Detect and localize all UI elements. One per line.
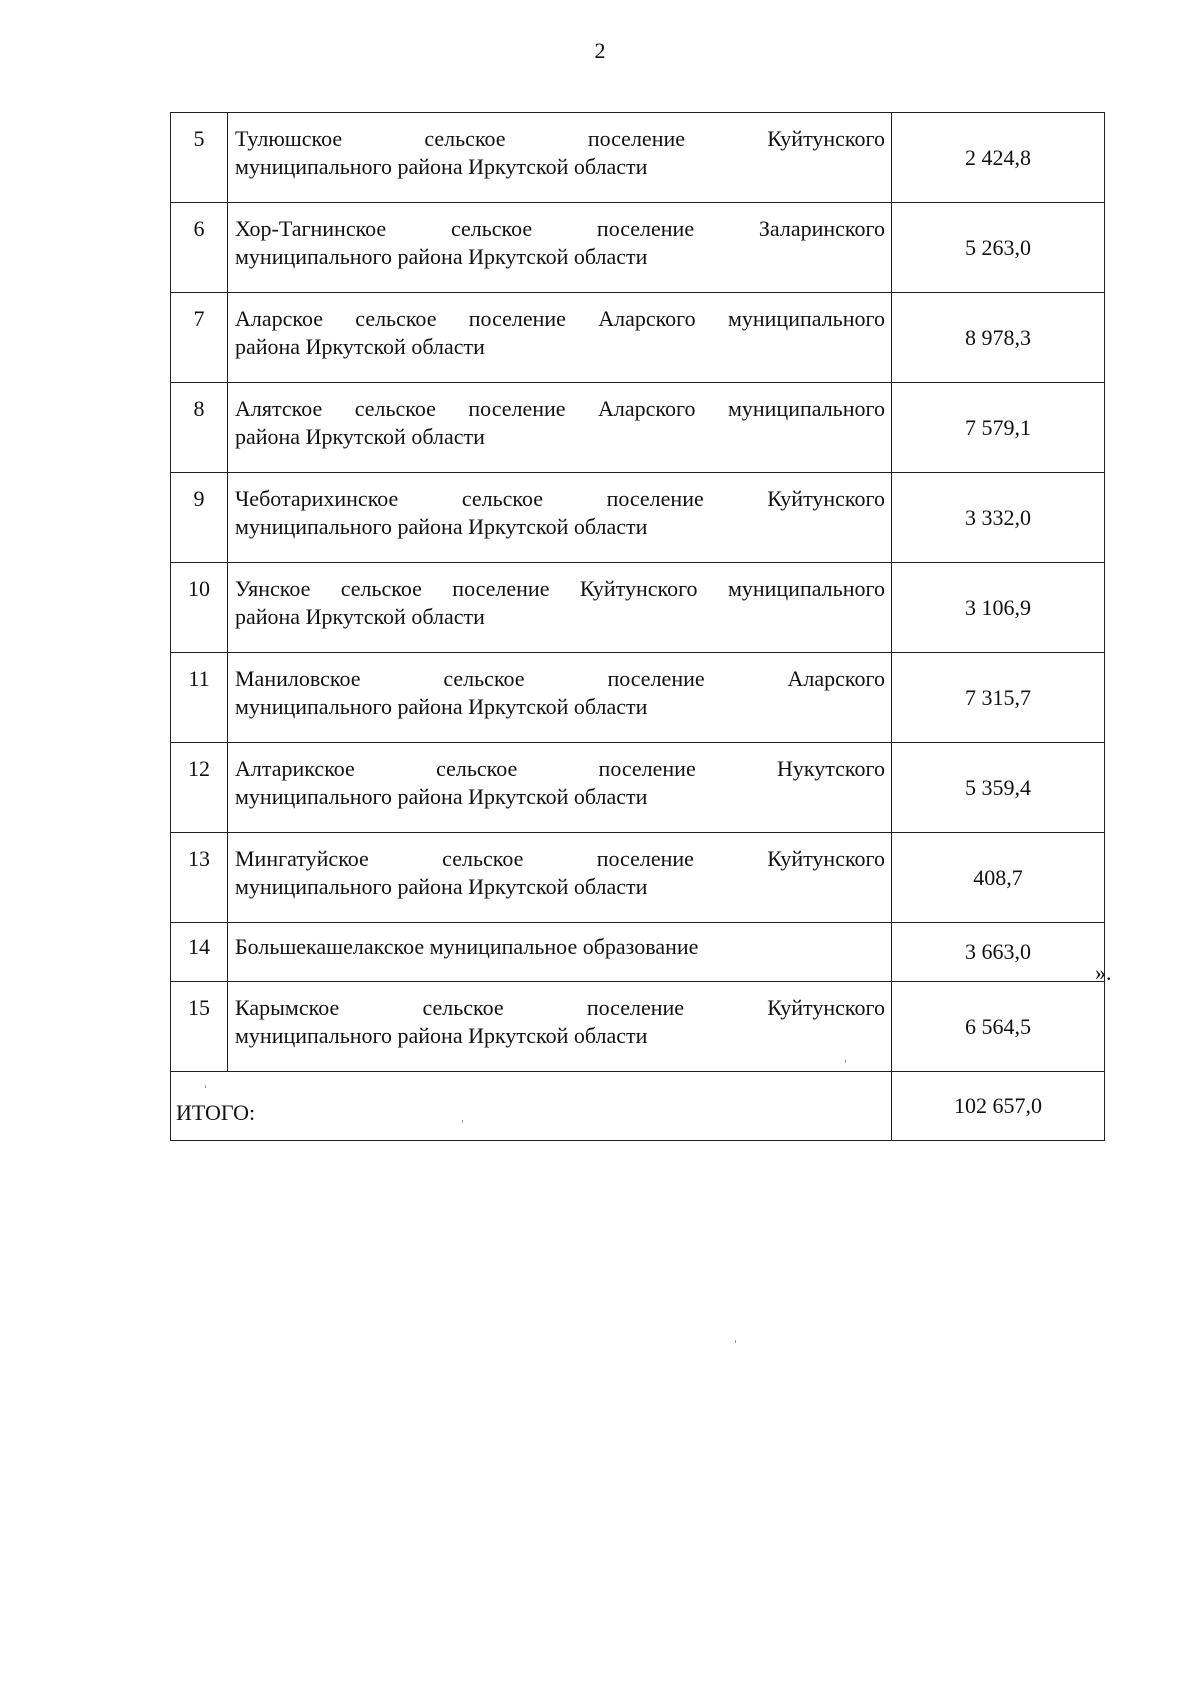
settlement-name-word: Алятское [235,396,323,421]
amount-value: 2 424,8 [892,113,1105,203]
settlement-name-word: Тулюшское [235,126,343,151]
settlement-name-line2: муниципального района Иркутской области [235,244,648,269]
settlement-name [228,293,892,383]
settlement-name-word: Маниловское [235,666,361,691]
settlement-name-word: поселение [468,396,566,421]
settlement-name [228,743,892,833]
scan-speck [205,1085,206,1088]
settlement-name-line2: района Иркутской области [235,424,485,449]
settlement-name [228,563,892,653]
settlement-name [228,923,892,982]
settlement-name-line1 [235,665,885,693]
settlement-name-line1 [235,845,885,873]
amount-value: 5 359,4 [892,743,1105,833]
settlement-name-word: сельское [424,126,506,151]
total-value: 102 657,0 [892,1072,1105,1141]
settlement-name-word: муниципального [727,396,885,421]
amount-value: 3 106,9 [892,563,1105,653]
table-row [171,383,1105,473]
amount-value: 7 315,7 [892,653,1105,743]
settlement-name-word: поселение [452,576,550,601]
settlement-name-word: поселение [598,756,696,781]
closing-quote: ». [1095,960,1112,985]
row-number: 9 [171,473,228,563]
row-number: 6 [171,203,228,293]
settlement-name-line2: муниципального района Иркутской области [235,784,648,809]
settlement-name-word: муниципального [727,306,885,331]
amount-value: 7 579,1 [892,383,1105,473]
settlement-name-word: поселение [596,846,694,871]
scan-speck [735,1340,736,1343]
settlement-name-word: поселение [586,995,685,1020]
settlement-name-word: Куйтунского [767,126,885,151]
row-number: 15 [171,982,228,1072]
settlement-name-word: сельское [436,756,518,781]
settlement-name [228,203,892,293]
settlement-name-word: Алтарикское [235,756,355,781]
settlement-name [228,473,892,563]
settlement-name-word: сельское [443,666,525,691]
settlement-name-line2: района Иркутской области [235,604,485,629]
settlement-name-word: Аларского [598,306,696,331]
total-label: ИТОГО: [171,1072,892,1141]
settlement-name-word: Аларского [787,666,885,691]
table-row [171,923,1105,982]
settlement-name-line1 [235,994,885,1022]
settlement-name-word: Куйтунского [579,576,698,601]
amount-value: 408,7 [892,833,1105,923]
settlement-name-word: поселение [606,486,704,511]
settlement-name-word: Хор-Тагнинское [235,216,387,241]
settlement-name-line2: муниципального района Иркутской области [235,874,648,899]
settlement-name [228,383,892,473]
amount-value: 3 332,0 [892,473,1105,563]
settlement-name-word: поселение [607,666,705,691]
amount-value: 3 663,0 [892,923,1105,982]
settlement-name-word: Карымское [235,995,340,1020]
settlement-name-word: сельское [355,306,437,331]
settlement-name-line1 [235,485,885,513]
settlement-name-line1 [235,125,885,153]
table-row [171,473,1105,563]
settlement-name [228,982,892,1072]
settlement-name-word: поселение [468,306,566,331]
settlement-name [228,113,892,203]
settlement-name-text: Большекашелакское муниципальное образование [235,934,699,959]
table-row [171,293,1105,383]
settlement-name-word: Куйтунского [767,486,885,511]
row-number: 13 [171,833,228,923]
settlement-name-word: Аларского [598,396,696,421]
table-row [171,563,1105,653]
page-number: 2 [594,38,606,63]
scan-speck [845,1060,846,1063]
table-row [171,113,1105,203]
table-row [171,653,1105,743]
settlement-name-line2: муниципального района Иркутской области [235,1023,648,1048]
settlement-name-word: сельское [340,576,422,601]
table-body [171,113,1105,1141]
settlement-name-word: Аларское [235,306,323,331]
settlement-name-word: Куйтунского [767,846,885,871]
settlement-name-word: Уянское [235,576,311,601]
settlement-name-line2: муниципального района Иркутской области [235,694,648,719]
table-row [171,833,1105,923]
settlement-name-line2: муниципального района Иркутской области [235,514,648,539]
settlement-name-word: сельское [450,216,533,241]
row-number: 7 [171,293,228,383]
settlement-name-word: поселение [596,216,695,241]
settlement-name-line2: муниципального района Иркутской области [235,154,648,179]
row-number: 8 [171,383,228,473]
settlement-name [228,653,892,743]
settlement-name-word: сельское [461,486,544,511]
amount-value: 8 978,3 [892,293,1105,383]
scan-speck [462,1120,463,1123]
settlement-name-line1 [235,755,885,783]
amount-value: 6 564,5 [892,982,1105,1072]
total-row [171,1072,1105,1141]
settlement-name-word: Чеботарихинское [235,486,399,511]
settlement-name-line2: района Иркутской области [235,334,485,359]
row-number: 5 [171,113,228,203]
settlement-name [228,833,892,923]
settlement-name-line1 [235,305,885,333]
table-row [171,743,1105,833]
settlement-name-word: сельское [422,995,504,1020]
settlement-name-word: сельское [442,846,524,871]
row-number: 12 [171,743,228,833]
settlement-name-line1 [235,215,885,243]
settlement-name-word: Мингатуйское [235,846,369,871]
table-row [171,982,1105,1072]
row-number: 11 [171,653,228,743]
settlement-name-word: Заларинского [758,216,885,241]
settlement-name-word: муниципального [727,576,885,601]
amount-value: 5 263,0 [892,203,1105,293]
settlement-name-word: поселение [587,126,686,151]
settlement-name-word: Куйтунского [767,995,885,1020]
row-number: 14 [171,923,228,982]
table-row [171,203,1105,293]
settlement-name-word: Нукутского [777,756,885,781]
settlement-name-line1 [235,575,885,603]
settlement-name-word: сельское [354,396,436,421]
allocation-table [170,112,1105,1141]
settlement-name-line1 [235,395,885,423]
row-number: 10 [171,563,228,653]
